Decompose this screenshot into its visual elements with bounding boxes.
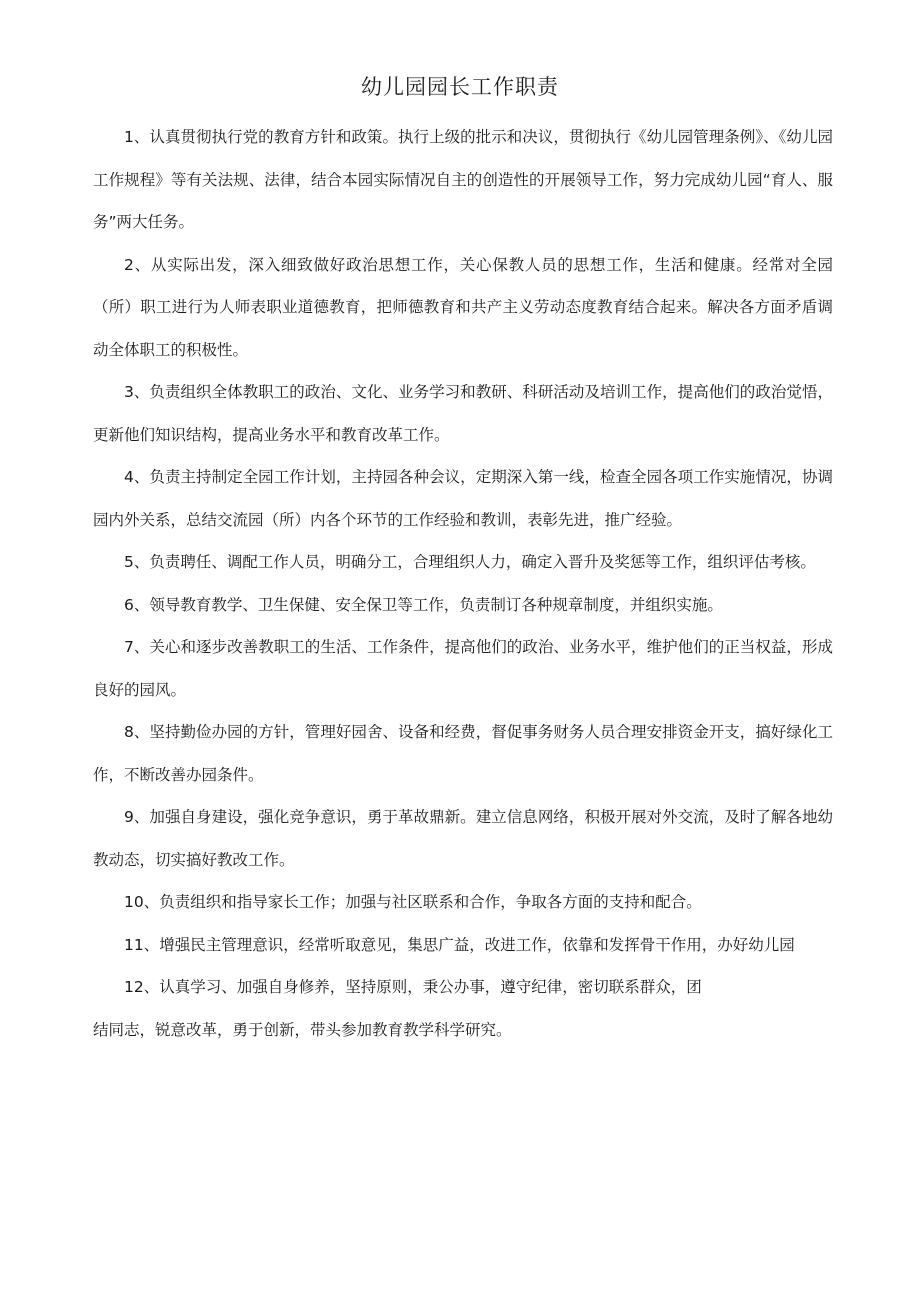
paragraph-8: 8、坚持勤俭办园的方针，管理好园舍、设备和经费，督促事务财务人员合理安排资金开支，搞好绿化工作，不断改善办园条件。 [93, 723, 833, 784]
paragraph-2: 2、从实际出发，深入细致做好政治思想工作，关心保教人员的思想工作，生活和健康。经常对全园（所）职工进行为人师表职业道德教育，把师德教育和共产主义劳动态度教育结合起来。解决各方面矛盾调动全体职工的积极性。 [93, 255, 833, 359]
paragraph-9: 9、加强自身建设，强化竞争意识，勇于革故鼎新。建立信息网络，积极开展对外交流，及时了解各地幼教动态，切实搞好教改工作。 [93, 808, 833, 869]
paragraph-12 [93, 966, 833, 1051]
paragraph-11: 11、增强民主管理意识，经常听取意见，集思广益，改进工作，依靠和发挥骨干作用，办好幼儿园 [124, 935, 795, 954]
paragraph-7: 7、关心和逐步改善教职工的生活、工作条件，提高他们的政治、业务水平，维护他们的正当权益，形成良好的园风。 [93, 638, 833, 699]
paragraph-6: 6、领导教育教学、卫生保健、安全保卫等工作，负责制订各种规章制度，并组织实施。 [124, 595, 723, 614]
paragraph-12-line-2: 结同志，锐意改革，勇于创新，带头参加教育教学科学研究。 [93, 1020, 512, 1039]
paragraph-12-line-1: 12、认真学习、加强自身修养，坚持原则，秉公办事，遵守纪律，密切联系群众，团 [124, 978, 702, 996]
page-title: 幼儿园园长工作职责 [361, 75, 559, 99]
document-body [93, 116, 833, 1051]
paragraph-10: 10、负责组织和指导家长工作；加强与社区联系和合作，争取各方面的支持和配合。 [124, 893, 702, 911]
paragraph-1: 1、认真贯彻执行党的教育方针和政策。执行上级的批示和决议，贯彻执行《幼儿园管理条例》、《幼儿园工作规程》等有关法规、法律，结合本园实际情况自主的创造性的开展领导工作，努力完成幼儿园“育人、服务”两大任务。 [93, 128, 833, 231]
paragraph-4: 4、负责主持制定全园工作计划，主持园各种会议，定期深入第一线，检查全园各项工作实施情况，协调园内外关系，总结交流园（所）内各个环节的工作经验和教训，表彰先进，推广经验。 [93, 468, 833, 529]
paragraph-5: 5、负责聘任、调配工作人员，明确分工，合理组织人力，确定入晋升及奖惩等工作，组织评估考核。 [124, 553, 816, 571]
paragraph-3: 3、负责组织全体教职工的政治、文化、业务学习和教研、科研活动及培训工作，提高他们的政治觉悟，更新他们知识结构，提高业务水平和教育改革工作。 [93, 383, 833, 444]
